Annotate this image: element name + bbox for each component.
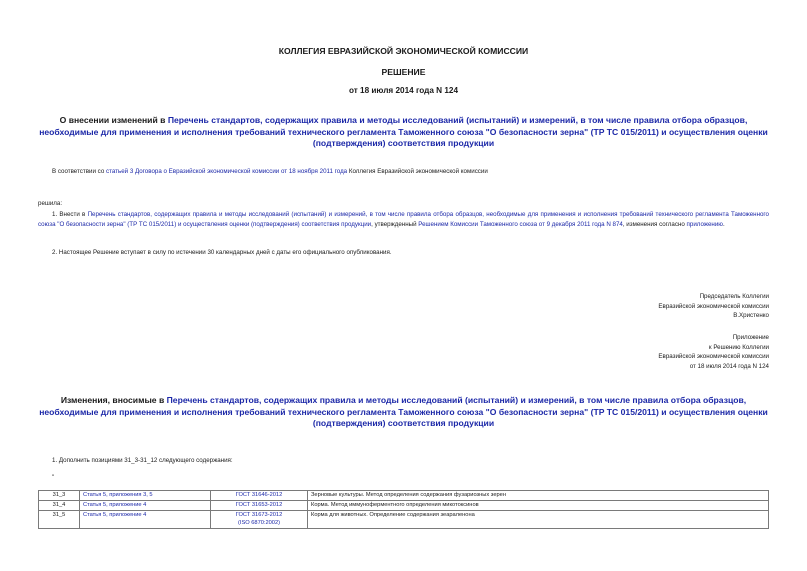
item-1-paragraph — [38, 210, 769, 229]
signature-line-3: В.Христенко — [733, 312, 769, 319]
signature-line-2: Евразийской экономической комиссии — [658, 302, 769, 310]
table-row — [39, 491, 769, 501]
table-row — [39, 501, 769, 511]
item-1-middle2: , изменения согласно — [622, 220, 687, 228]
title-link[interactable]: Перечень стандартов, содержащих правила и методы исследований (испытаний) и измерений, в том числе правила отбора образцов, необходимые для применения и исполнения требований технического регламента Таможенного союза "О безопасности зерна" (ТР ТС 015/2011) и осуществления оценки (подтверждения) соответствия продукции — [39, 115, 768, 148]
gost-link[interactable]: ГОСТ 31646-2012 — [235, 492, 283, 498]
appendix-title-link[interactable]: Перечень стандартов, содержащих правила и методы исследований (испытаний) и измерений, в том числе правила отбора образцов, необходимые для применения и исполнения требований технического регламента Таможенного союза "О безопасности зерна" (ТР ТС 015/2011) и осуществления оценки (подтверждения) соответствия продукции — [39, 395, 768, 428]
gost-link[interactable]: ГОСТ 31653-2012 — [235, 502, 283, 509]
item-3-paragraph: 1. Дополнить позициями 31_3-31_12 следующего содержания: — [52, 457, 233, 464]
cell-position: 31_3 — [39, 491, 80, 501]
table-row — [39, 511, 769, 528]
basis-suffix: Коллегия Евразийской экономической комиссии — [347, 168, 488, 175]
opening-quote: " — [52, 474, 55, 481]
cell-description: Корма для животных. Определение содержания зеараленона — [308, 511, 769, 528]
cell-gost — [211, 501, 308, 511]
item-1-list-link[interactable]: Перечень стандартов, содержащих правила и методы исследований (испытаний) и измерений, в том числе правила отбора образцов, необходимые для применения и исполнения требований технического регламента Таможенного союза "О безопасности зерна" (ТР ТС 015/2011) и осуществления оценки (подтверждения) соответствия продукции — [38, 211, 769, 228]
cell-article — [80, 511, 211, 528]
gost-link[interactable]: ГОСТ 31673-2012 — [235, 512, 283, 519]
article-link[interactable]: Статья 5, приложение 4 — [83, 502, 147, 509]
decision-title — [38, 115, 769, 150]
basis-prefix: В соответствии со — [52, 168, 106, 175]
signature-block — [658, 292, 769, 321]
article-link[interactable]: Статья 5, приложение 4 — [83, 512, 147, 519]
doc-type-heading: РЕШЕНИЕ — [381, 67, 426, 77]
appendix-title-prefix: Изменения, вносимые в — [60, 395, 167, 405]
basis-paragraph — [52, 167, 772, 176]
cell-description: Зерновые культуры. Метод определения содержания фузариозных зерен — [308, 491, 769, 501]
org-heading: КОЛЛЕГИЯ ЕВРАЗИЙСКОЙ ЭКОНОМИЧЕСКОЙ КОМИССИИ — [278, 46, 529, 56]
appendix-ref-line-1: Приложение — [732, 334, 769, 341]
article-link[interactable]: Статья 5, приложения 3, 5 — [83, 492, 153, 498]
cell-gost — [211, 511, 308, 528]
positions-table — [38, 490, 769, 529]
title-prefix: О внесении изменений в — [59, 115, 168, 125]
cell-position: 31_5 — [39, 511, 80, 528]
item-1-prefix: 1. Внести в — [52, 211, 88, 218]
appendix-ref-line-4: от 18 июля 2014 года N 124 — [689, 362, 769, 370]
item-2-paragraph: 2. Настоящее Решение вступает в силу по истечении 30 календарных дней с даты его официального опубликования. — [52, 249, 392, 256]
cell-article — [80, 501, 211, 511]
basis-link[interactable]: статьей 3 Договора о Евразийской экономической комиссии от 18 ноября 2011 года — [105, 168, 348, 175]
iso-link[interactable]: (ISO 6870:2002) — [237, 519, 281, 526]
item-1-decision-link[interactable]: Решением Комиссии Таможенного союза от 9 декабря 2011 года N 874 — [418, 220, 623, 228]
cell-gost — [211, 491, 308, 501]
cell-description: Корма. Метод иммуноферментного определения микотоксинов — [308, 501, 769, 511]
appendix-title — [38, 395, 769, 430]
item-1-middle: , утвержденный — [371, 220, 419, 228]
cell-article — [80, 491, 211, 501]
signature-line-1: Председатель Коллегии — [699, 293, 769, 300]
item-1-appendix-link[interactable]: приложению — [686, 220, 723, 228]
doc-date-number: от 18 июля 2014 года N 124 — [348, 86, 459, 95]
appendix-ref-line-3: Евразийской экономической комиссии — [658, 353, 769, 360]
item-1-suffix: . — [722, 220, 725, 228]
appendix-ref-line-2: к Решению Коллегии — [708, 343, 769, 351]
appendix-ref-block — [658, 333, 769, 371]
resolved-label: решила: — [38, 200, 63, 207]
cell-position: 31_4 — [39, 501, 80, 511]
